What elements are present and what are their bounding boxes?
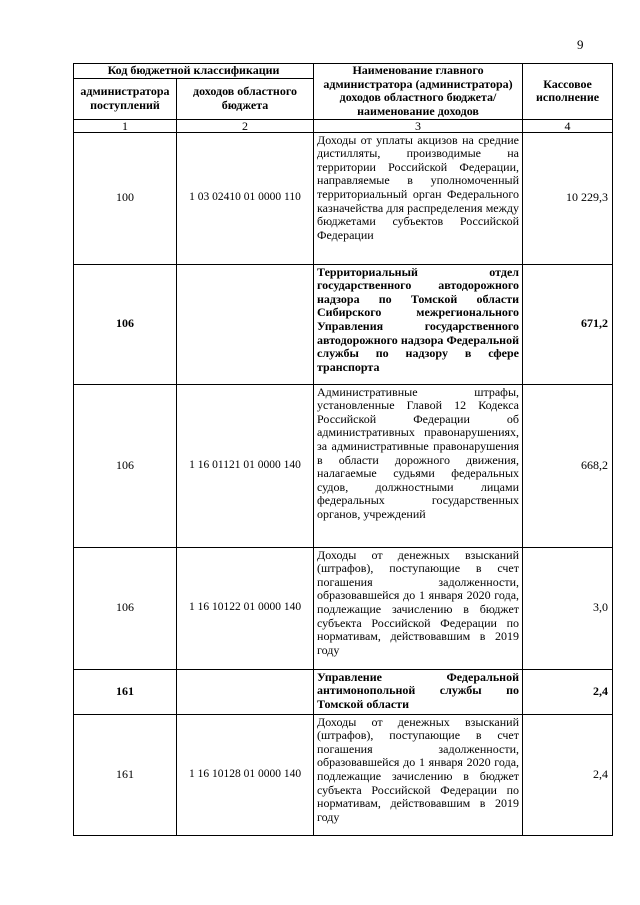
income-name-cell: Территориальный отдел государственного автодорожного надзора по Томской области Сибирского межрегионального Управления государственного автодорожного надзора Федеральной службы по надзору в сфере транспорта <box>314 264 523 384</box>
amount-cell: 3,0 <box>523 547 613 669</box>
table-row <box>74 264 613 384</box>
income-name-cell: Доходы от денежных взысканий (штрафов), поступающие в счет погашения задолженности, образовавшейся до 1 января 2020 года, подлежащие зачислению в бюджет субъекта Российской Федерации по нормативам, действовавшим в 2019 году <box>314 547 523 669</box>
header-kbk: Код бюджетной классификации <box>74 64 314 79</box>
income-name-cell: Управление Федеральной антимонопольной службы по Томской области <box>314 669 523 714</box>
table-row <box>74 132 613 264</box>
table-row <box>74 547 613 669</box>
column-number: 1 <box>74 119 177 132</box>
income-code-cell <box>177 264 314 384</box>
income-code-cell: 1 03 02410 01 0000 110 <box>177 132 314 264</box>
admin-code-cell: 161 <box>74 669 177 714</box>
header-admin: администратора поступлений <box>74 78 177 119</box>
admin-code-cell: 100 <box>74 132 177 264</box>
admin-code-cell: 161 <box>74 714 177 835</box>
page-number: 9 <box>577 37 584 52</box>
header-row-1 <box>74 64 613 79</box>
amount-cell: 2,4 <box>523 669 613 714</box>
admin-code-cell: 106 <box>74 547 177 669</box>
amount-cell: 668,2 <box>523 384 613 547</box>
column-numbers-row <box>74 119 613 132</box>
column-number: 3 <box>314 119 523 132</box>
header-income: доходов областного бюджета <box>177 78 314 119</box>
income-name-cell: Доходы от уплаты акцизов на средние дистилляты, производимые на территории Российской Федерации, направляемые в уполномоченный территориальный орган Федерального казначейства для распределения между бюджетами субъектов Российской Федерации <box>314 132 523 264</box>
income-code-cell: 1 16 10122 01 0000 140 <box>177 547 314 669</box>
table-row <box>74 669 613 714</box>
income-code-cell: 1 16 10128 01 0000 140 <box>177 714 314 835</box>
income-name-cell: Доходы от денежных взысканий (штрафов), поступающие в счет погашения задолженности, образовавшейся до 1 января 2020 года, подлежащие зачислению в бюджет субъекта Российской Федерации по нормативам, действовавшим в 2019 году <box>314 714 523 835</box>
income-name-cell: Административные штрафы, установленные Главой 12 Кодекса Российской Федерации об административных правонарушениях, за административные правонарушения в области дорожного движения, налагаемые судьями федеральных судов, должностными лицами федеральных государственных органов, учреждений <box>314 384 523 547</box>
amount-cell: 10 229,3 <box>523 132 613 264</box>
table-row <box>74 384 613 547</box>
column-number: 4 <box>523 119 613 132</box>
column-number: 2 <box>177 119 314 132</box>
income-code-cell <box>177 669 314 714</box>
budget-table <box>73 63 613 836</box>
income-code-cell: 1 16 01121 01 0000 140 <box>177 384 314 547</box>
admin-code-cell: 106 <box>74 384 177 547</box>
header-name: Наименование главного администратора (администратора) доходов областного бюджета/ наименование доходов <box>314 64 523 120</box>
table-row <box>74 714 613 835</box>
header-amount: Кассовое исполнение <box>523 64 613 120</box>
amount-cell: 671,2 <box>523 264 613 384</box>
amount-cell: 2,4 <box>523 714 613 835</box>
admin-code-cell: 106 <box>74 264 177 384</box>
